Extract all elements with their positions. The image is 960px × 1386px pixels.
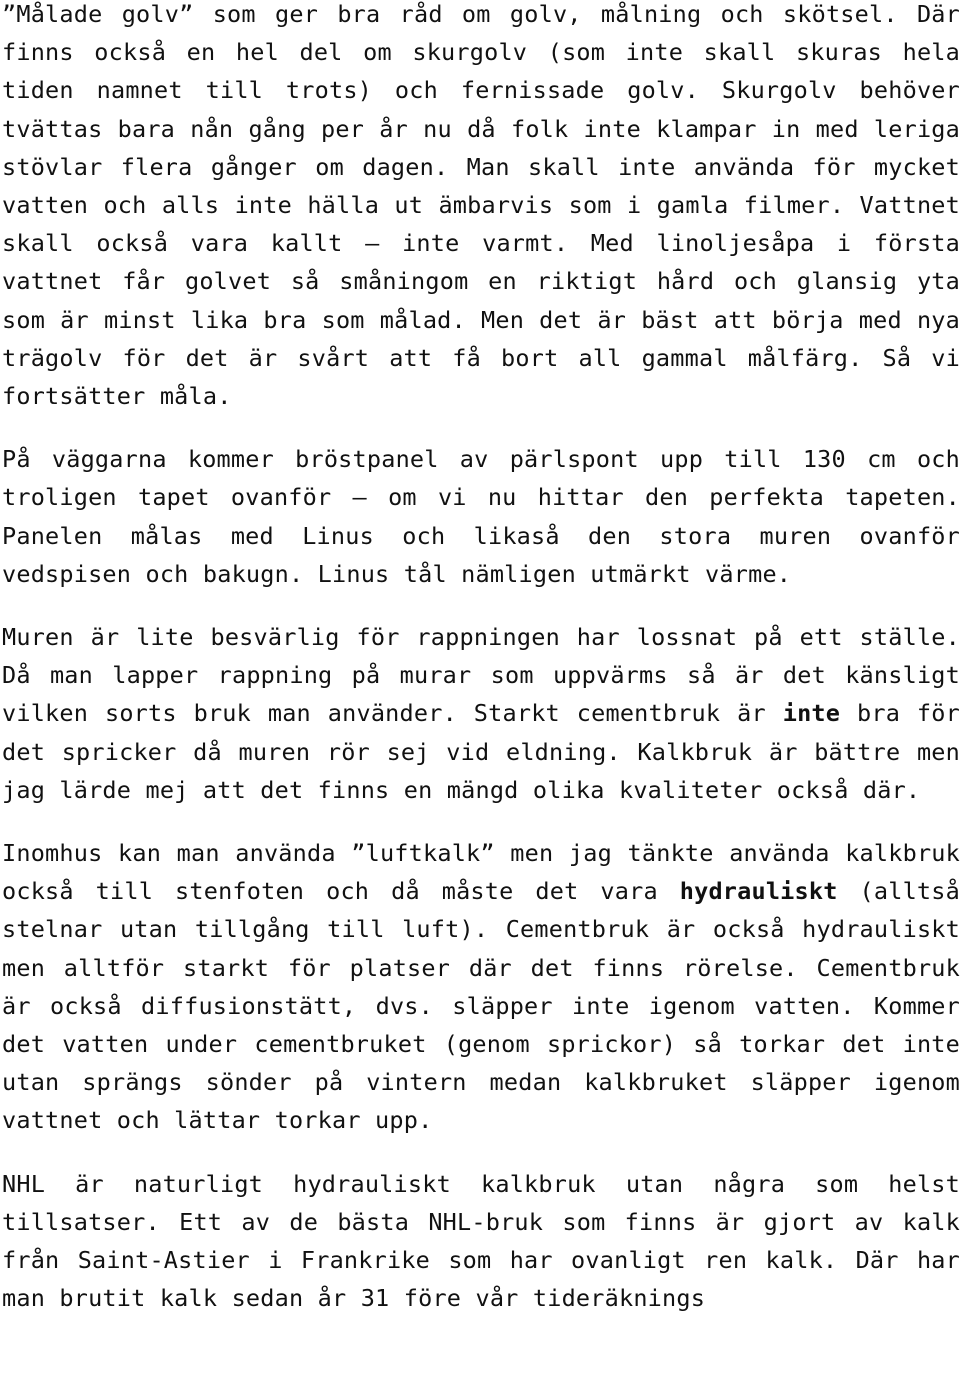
- paragraph-painted-floors: [2, 0, 960, 415]
- paragraph-text-start: Inomhus kan man använda ”luftkalk” men jag tänkte använda kalkbruk också till stenfoten och då måste det vara: [2, 839, 960, 906]
- paragraph-text-start: Muren är lite besvärlig för rappningen har lossnat på ett ställe. Då man lapper rappning på murar som uppvärms så är det känsligt vilken sorts bruk man använder. Starkt cementbruk är: [2, 623, 960, 728]
- paragraph-wall-panel: [2, 440, 960, 593]
- paragraph-nhl: [2, 1165, 960, 1318]
- paragraph-chimney-plaster: [2, 618, 960, 809]
- emphasis-not: inte: [782, 699, 841, 728]
- emphasis-hydraulic: hydrauliskt: [679, 877, 838, 906]
- paragraph-text-end: (alltså stelnar utan tillgång till luft). Cementbruk är också hydrauliskt men alltför starkt för platser där det finns rörelse. Cementbruk är också diffusionstätt, dvs. släpper inte igenom vatten. Kommer det vatten under cementbruket (genom sprickor) så torkar det inte utan sprängs sönder på vintern medan kalkbruket släpper igenom vattnet och lättar torkar upp.: [2, 877, 960, 1135]
- paragraph-hydraulic-lime: [2, 834, 960, 1140]
- paragraph-text: NHL är naturligt hydrauliskt kalkbruk utan några som helst tillsatser. Ett av de bästa NHL-bruk som finns är gjort av kalk från Saint-Astier i Frankrike som har ovanligt ren kalk. Där har man brutit kalk sedan år 31 före vår tideräknings: [2, 1169, 960, 1313]
- paragraph-text: På väggarna kommer bröstpanel av pärlspont upp till 130 cm och troligen tapet ovanför – om vi nu hittar den perfekta tapeten. Panelen målas med Linus och likaså den stora muren ovanför vedspisen och bakugn. Linus tål nämligen utmärkt värme.: [2, 445, 960, 588]
- paragraph-text-end: bra för det spricker då muren rör sej vid eldning. Kalkbruk är bättre men jag lärde mej att det finns en mängd olika kvaliteter också där.: [2, 699, 960, 804]
- paragraph-text: ”Målade golv” som ger bra råd om golv, målning och skötsel. Där finns också en hel del om skurgolv (som inte skall skuras hela tiden namnet till trots) och fernissade golv. Skurgolv behöver tvättas bara nån gång per år nu då folk inte klampar in med leriga stövlar flera gånger om dagen. Man skall inte använda för mycket vatten och alls inte hälla ut ämbarvis som i gamla filmer. Vattnet skall också vara kallt – inte varmt. Med linoljesåpa i första vattnet får golvet så småningom en riktigt hård och glansig yta som är minst lika bra som målad. Men det är bäst att börja med nya trägolv för det är svårt att få bort all gammal målfärg. Så vi fortsätter måla.: [2, 0, 960, 411]
